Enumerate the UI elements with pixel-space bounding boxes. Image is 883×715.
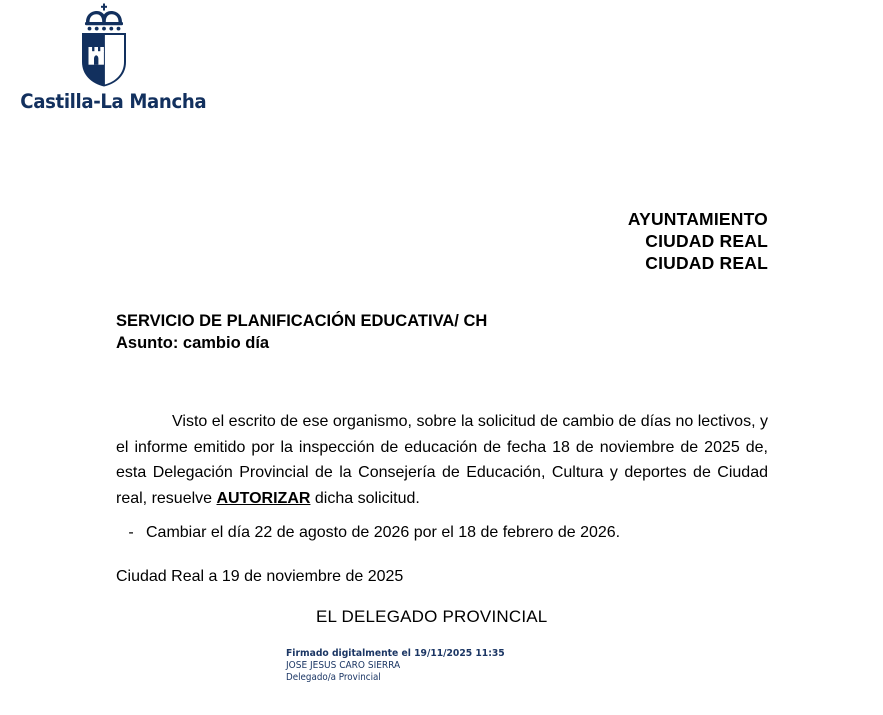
- signature-signer-name: JOSE JESUS CARO SIERRA: [286, 659, 401, 671]
- letterhead-wordmark: Castilla-La Mancha: [20, 90, 207, 113]
- paragraph-part-2: dicha solicitud.: [310, 489, 420, 507]
- addressee-block: [628, 208, 768, 274]
- signer-title: EL DELEGADO PROVINCIAL: [316, 607, 548, 626]
- place-and-date: Ciudad Real a 19 de noviembre de 2025: [116, 568, 404, 585]
- letterhead: [14, 2, 207, 113]
- addressee-line-1: AYUNTAMIENTO: [627, 209, 768, 229]
- resolution-paragraph: [116, 409, 768, 511]
- castilla-la-mancha-coat-of-arms-icon: [73, 2, 135, 88]
- change-item: [116, 521, 768, 545]
- matter-line: Asunto: cambio día: [116, 334, 270, 352]
- service-line: SERVICIO DE PLANIFICACIÓN EDUCATIVA/ CH: [116, 312, 488, 330]
- addressee-line-3: CIUDAD REAL: [645, 253, 768, 273]
- bullet-marker-icon: -: [128, 524, 134, 541]
- subject-block: [116, 310, 487, 354]
- authorize-emphasis: AUTORIZAR: [216, 489, 311, 507]
- signature-signer-role: Delegado/a Provincial: [286, 671, 381, 683]
- paragraph-part-1: Visto el escrito de ese organismo, sobre la solicitud de cambio de días no lectivos, y el informe emitido por la inspección de educación de fecha 18 de noviembre de 2025 de, esta Delegación Provincial de la Consejería de Educación, Cultura y deportes de Ciudad real, resuelve: [116, 413, 768, 507]
- signature-timestamp: Firmado digitalmente el 19/11/2025 11:35: [286, 648, 505, 659]
- addressee-line-2: CIUDAD REAL: [645, 231, 768, 251]
- change-item-text: Cambiar el día 22 de agosto de 2026 por el 18 de febrero de 2026.: [146, 524, 621, 541]
- digital-signature-stamp: [286, 648, 516, 684]
